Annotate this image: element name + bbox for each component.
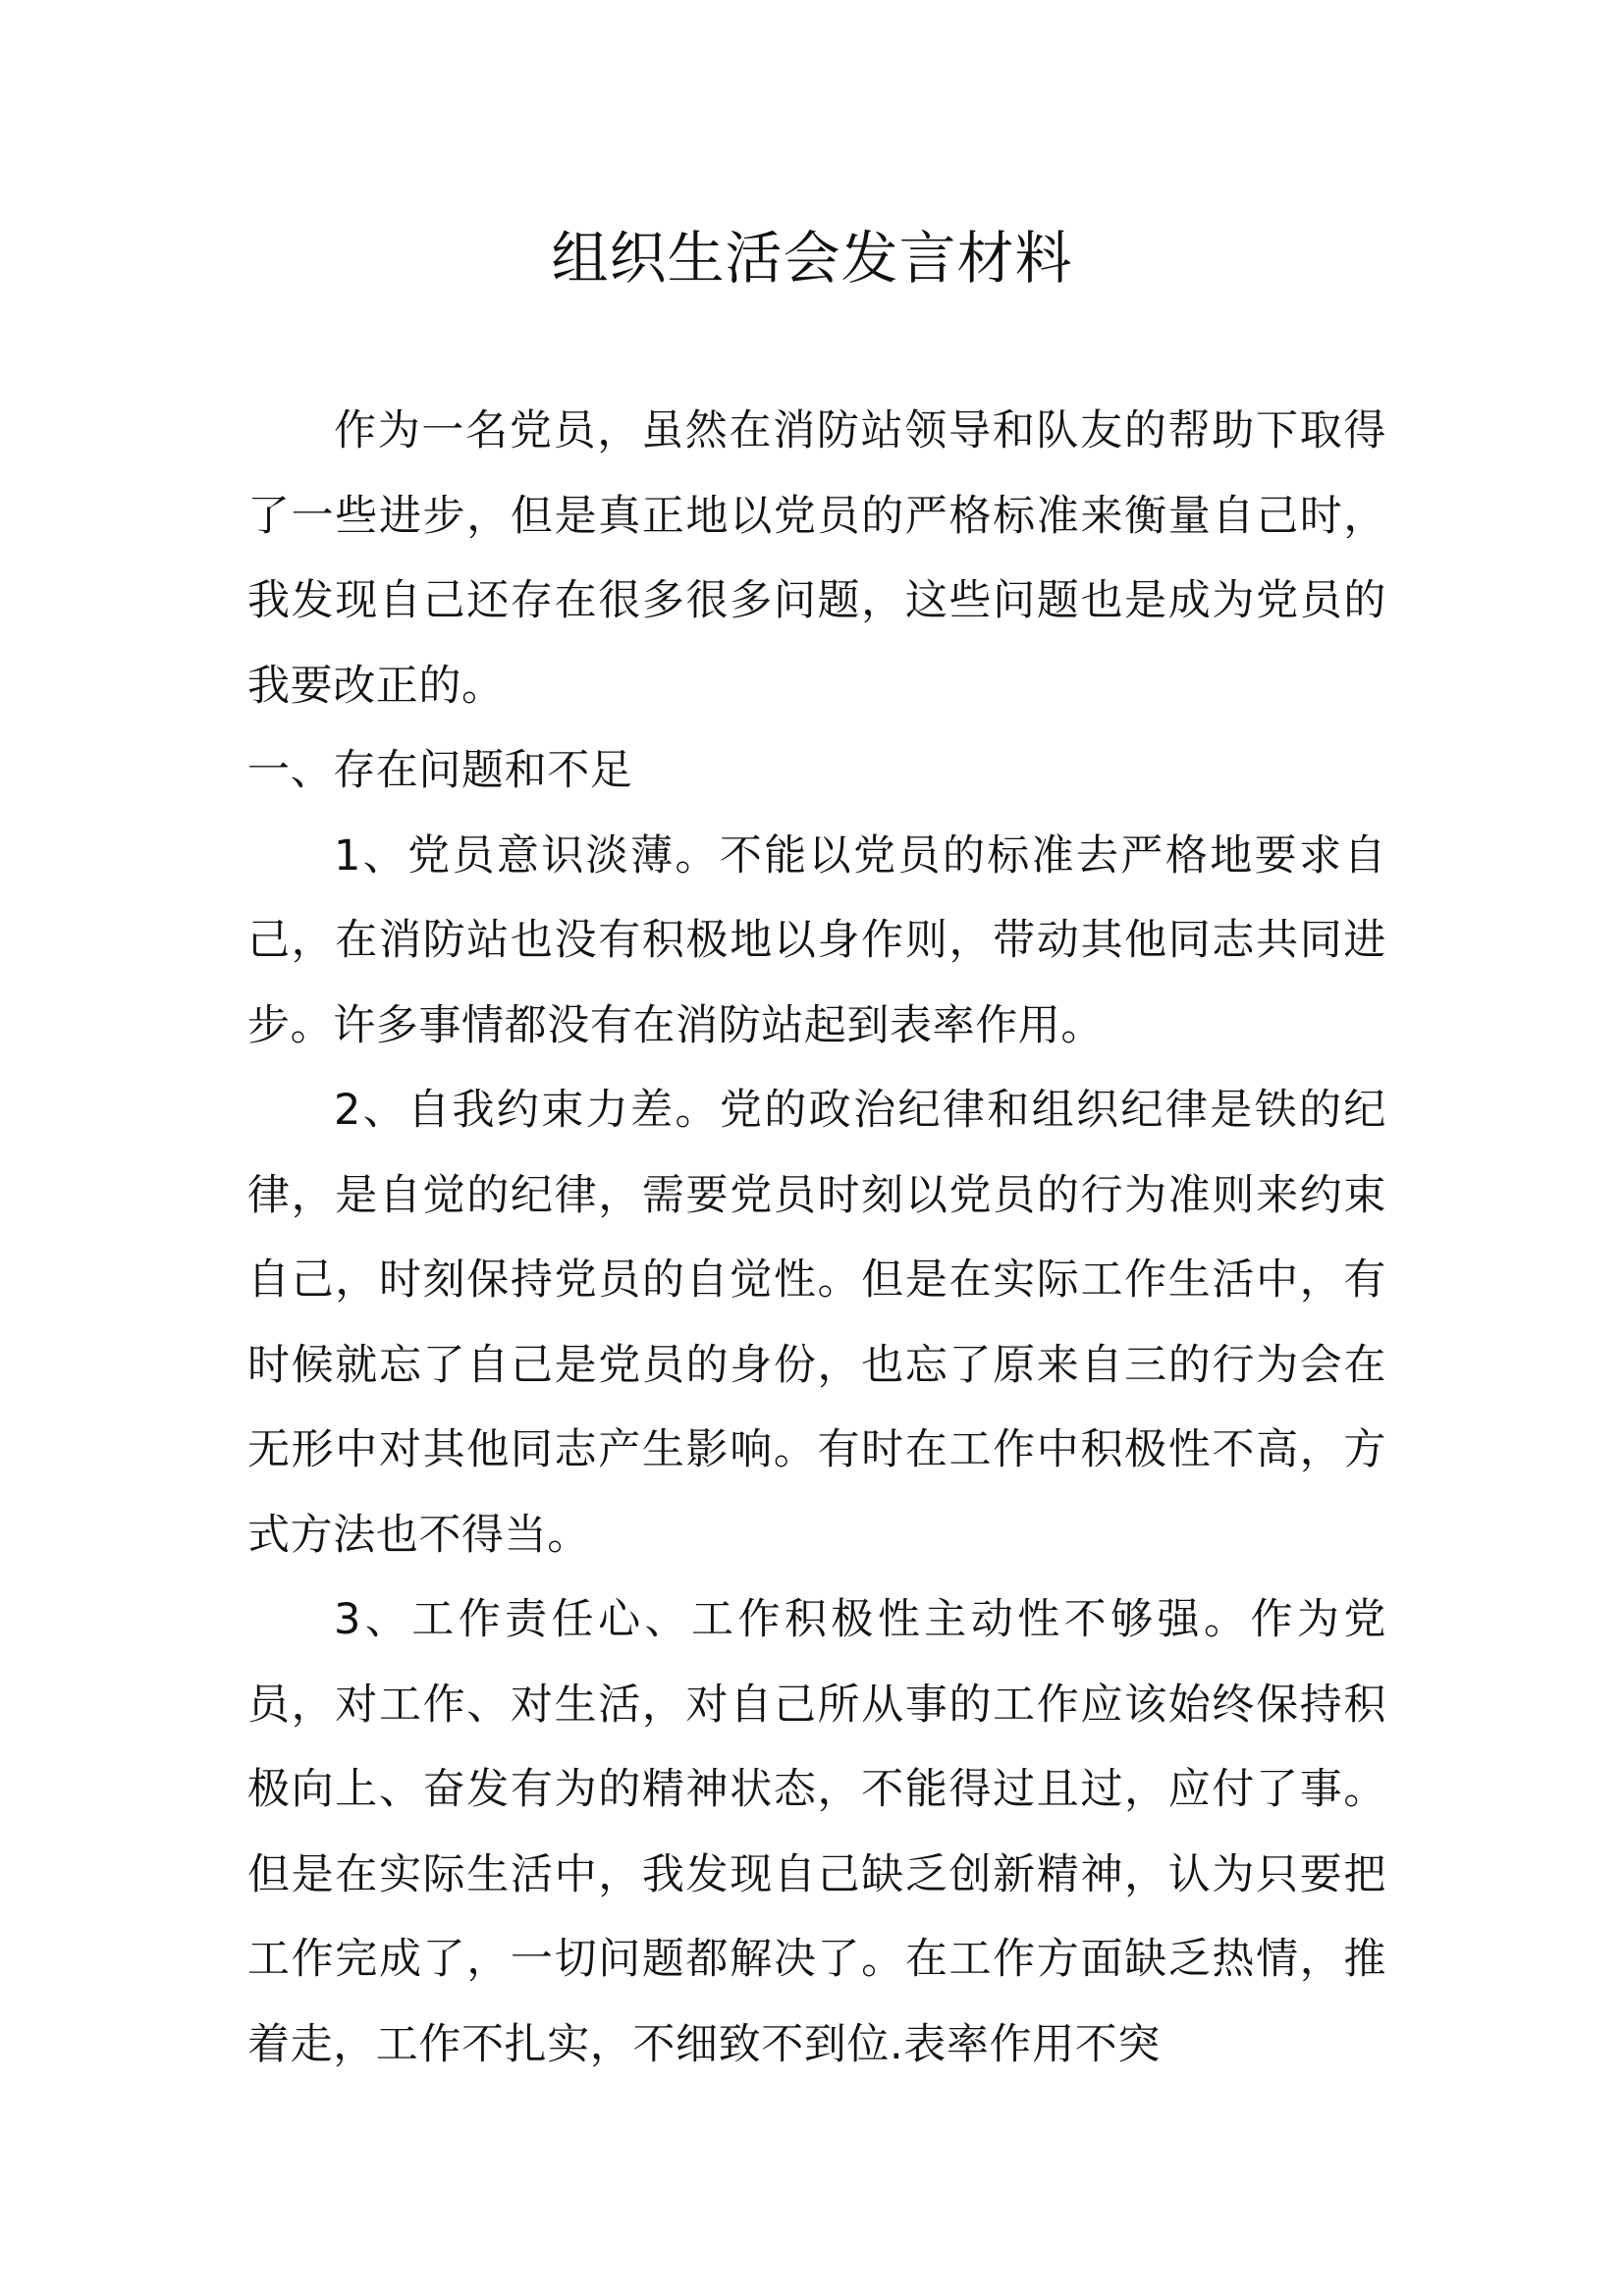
paragraph-intro: 作为一名党员，虽然在消防站领导和队友的帮助下取得了一些进步，但是真正地以党员的严格标准来衡量自己时，我发现自己还存在很多很多问题，这些问题也是成为党员的我要改正的。 — [247, 406, 1386, 711]
paragraph-item-2: 2、自我约束力差。党的政治纪律和组织纪律是铁的纪律，是自觉的纪律，需要党员时刻以党员的行为准则来约束自己，时刻保持党员的自觉性。但是在实际工作生活中，有时候就忘了自己是党员的身份，也忘了原来自三的行为会在无形中对其他同志产生影响。有时在工作中积极性不高，方式方法也不得当。 — [247, 1086, 1386, 1560]
section-heading-problems: 一、存在问题和不足 — [247, 746, 633, 795]
paragraph-item-1: 1、党员意识淡薄。不能以党员的标准去严格地要求自己，在消防站也没有积极地以身作则，带动其他同志共同进步。许多事情都没有在消防站起到表率作用。 — [247, 830, 1386, 1050]
paragraph-item-3: 3、工作责任心、工作积极性主动性不够强。作为党员，对工作、对生活，对自己所从事的工作应该始终保持积极向上、奋发有为的精神状态，不能得过且过，应付了事。但是在实际生活中，我发现自己缺乏创新精神，认为只要把工作完成了，一切问题都解决了。在工作方面缺乏热情，推着走，工作不扎实，不细致不到位.表率作用不突 — [247, 1595, 1386, 2069]
document-title: 组织生活会发言材料 — [551, 225, 1073, 292]
document-body — [247, 389, 1386, 2087]
